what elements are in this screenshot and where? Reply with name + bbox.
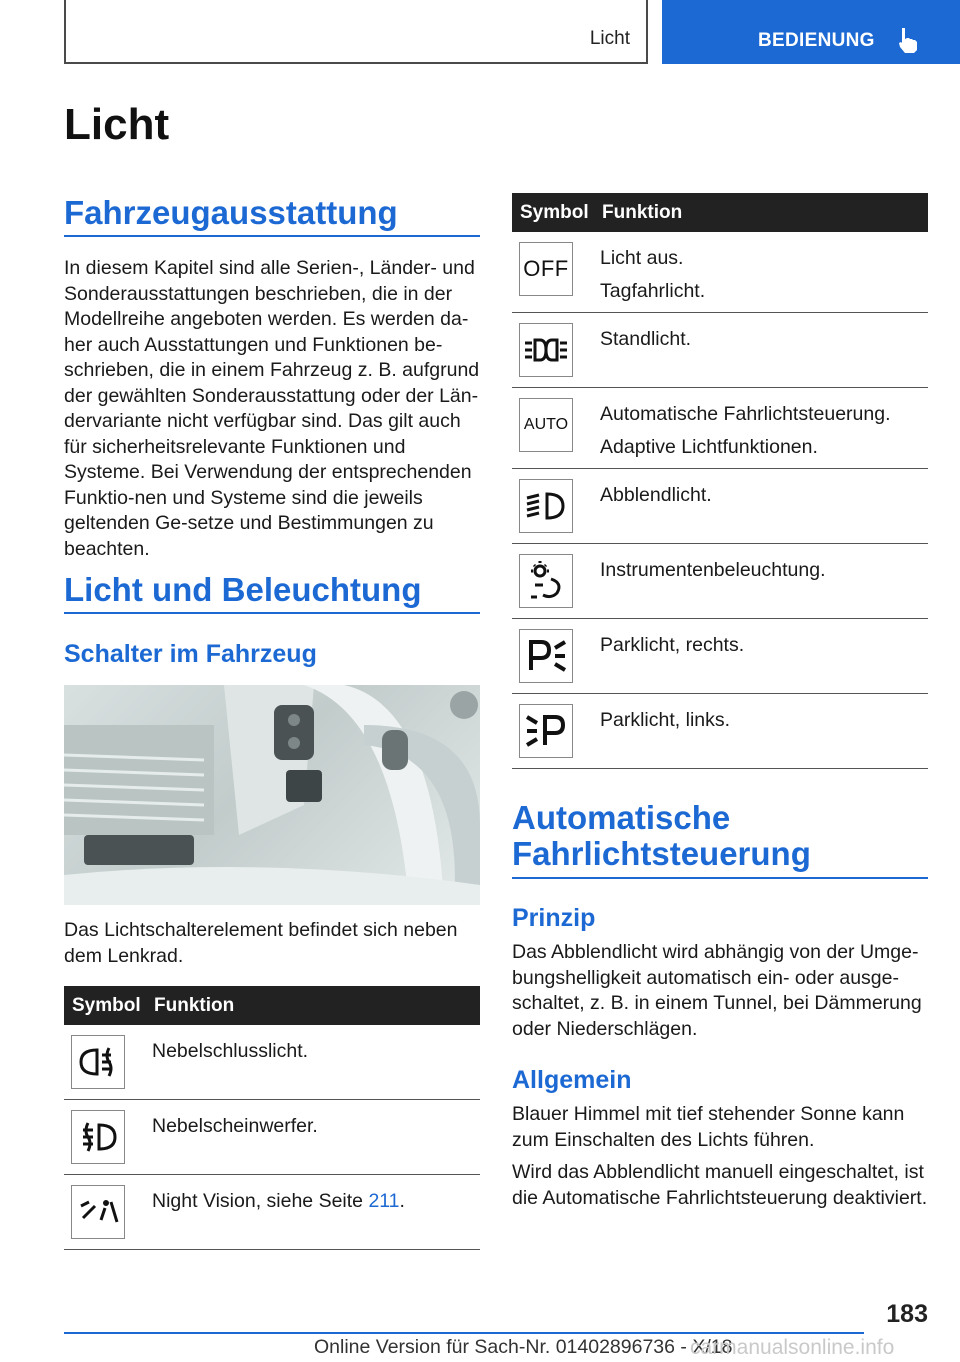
general-text-2: Wird das Abblendlicht manuell eingeschaltet, ist die Automatische Fahrlichtsteuerung deaktiviert. bbox=[512, 1161, 928, 1209]
function-line: Tagfahrlicht. bbox=[600, 280, 706, 302]
header-chapter-label: BEDIENUNG bbox=[758, 30, 875, 51]
heading-light-and-lighting: Licht und Beleuchtung bbox=[64, 571, 422, 608]
heading-automatic-headlight-control bbox=[512, 800, 811, 872]
function-line: Parklicht, links. bbox=[600, 709, 731, 731]
light-switch-photo bbox=[64, 685, 480, 905]
parking-light-icon bbox=[519, 323, 573, 377]
function-text bbox=[594, 313, 928, 388]
footer-rule bbox=[64, 1332, 864, 1334]
low-beam-icon bbox=[519, 479, 573, 533]
function-text bbox=[146, 1175, 480, 1250]
table-row bbox=[64, 1025, 480, 1100]
function-line: Instrumentenbeleuchtung. bbox=[600, 559, 826, 581]
page-link-211[interactable]: 211 bbox=[368, 1190, 400, 1212]
header-chapter-tab[interactable] bbox=[662, 0, 960, 64]
table-row bbox=[512, 469, 928, 544]
heading-line: Fahrlichtsteuerung bbox=[512, 835, 811, 872]
col-symbol: Symbol bbox=[64, 986, 146, 1025]
col-function: Funktion bbox=[146, 986, 480, 1025]
table-row bbox=[512, 232, 928, 313]
heading-switches: Schalter im Fahrzeug bbox=[64, 640, 317, 668]
function-line: Adaptive Lichtfunktionen. bbox=[600, 436, 818, 458]
function-text bbox=[594, 619, 928, 694]
function-text: Nebelscheinwerfer. bbox=[146, 1100, 480, 1175]
page-number: 183 bbox=[886, 1300, 928, 1328]
table-row bbox=[512, 694, 928, 769]
heading-rule bbox=[512, 877, 928, 879]
table-row bbox=[512, 388, 928, 469]
right-symbol-table bbox=[512, 193, 928, 769]
function-text bbox=[594, 469, 928, 544]
photo-caption: Das Lichtschalterelement befindet sich neben dem Lenkrad. bbox=[64, 919, 458, 967]
header-section-label: Licht bbox=[589, 28, 630, 49]
col-function: Funktion bbox=[594, 193, 928, 232]
function-line: Standlicht. bbox=[600, 328, 692, 350]
table-row bbox=[512, 313, 928, 388]
heading-line: Automatische bbox=[512, 799, 731, 836]
header-section-box bbox=[64, 0, 648, 64]
function-text-suffix: . bbox=[399, 1190, 405, 1212]
table-row bbox=[64, 1175, 480, 1250]
vehicle-equipment-text: In diesem Kapitel sind alle Serien-, Länder- und Sonderausstattungen beschrieben, die in der Modellreihe angeboten werden. Es werden da-her auch Ausstattungen und Funktionen be-schrieben, die in einem Fahrzeug z. B. aufgrund der gewählten Sonderausstattung oder der Län-dervariante nicht verfügbar sind. Das gilt auch für sicherheitsrelevante Funktionen und Systeme. Bei Verwendung der entsprechenden Funktio-nen und Systeme sind die jeweils geltenden Ge-setze und Bestimmungen zu beachten. bbox=[64, 257, 480, 560]
heading-rule bbox=[64, 235, 480, 237]
function-line: Automatische Fahrlichtsteuerung. bbox=[600, 403, 891, 425]
function-text-main: Night Vision, siehe Seite bbox=[152, 1190, 369, 1212]
page-title: Licht bbox=[64, 100, 170, 149]
heading-principle: Prinzip bbox=[512, 904, 596, 932]
function-text bbox=[594, 388, 928, 469]
rear-fog-light-icon bbox=[71, 1035, 125, 1089]
front-fog-light-icon bbox=[71, 1110, 125, 1164]
auto-icon bbox=[519, 398, 573, 452]
table-row bbox=[512, 544, 928, 619]
night-vision-icon bbox=[71, 1185, 125, 1239]
general-text-1: Blauer Himmel mit tief stehender Sonne kann zum Einschalten des Lichts führen. bbox=[512, 1103, 905, 1151]
parking-light-right-icon bbox=[519, 629, 573, 683]
heading-general: Allgemein bbox=[512, 1066, 632, 1094]
function-text bbox=[594, 544, 928, 619]
left-symbol-table bbox=[64, 986, 480, 1250]
function-text bbox=[594, 694, 928, 769]
table-row bbox=[64, 1100, 480, 1175]
function-line: Parklicht, rechts. bbox=[600, 634, 745, 656]
function-line: Licht aus. bbox=[600, 247, 684, 269]
footer-text: Online Version für Sach-Nr. 01402896736 - X/18 bbox=[314, 1336, 733, 1358]
heading-vehicle-equipment: Fahrzeugausstattung bbox=[64, 194, 398, 231]
principle-text: Das Abblendlicht wird abhängig von der Umge-bungshelligkeit automatisch ein- oder ausge-schaltet, z. B. in einem Tunnel, bei Dämmerung oder Niederschlägen. bbox=[512, 941, 922, 1040]
pointing-hand-icon bbox=[896, 26, 922, 54]
off-icon-label: OFF bbox=[523, 256, 569, 281]
function-text: Nebelschlusslicht. bbox=[146, 1025, 480, 1100]
parking-light-left-icon bbox=[519, 704, 573, 758]
table-row bbox=[512, 619, 928, 694]
auto-icon-label: AUTO bbox=[523, 416, 569, 433]
col-symbol: Symbol bbox=[512, 193, 594, 232]
instrument-lighting-icon bbox=[519, 554, 573, 608]
off-icon bbox=[519, 242, 573, 296]
watermark: carmanualsonline.info bbox=[690, 1336, 895, 1359]
heading-rule bbox=[64, 612, 480, 614]
function-line: Abblendlicht. bbox=[600, 484, 712, 506]
function-text bbox=[594, 232, 928, 313]
